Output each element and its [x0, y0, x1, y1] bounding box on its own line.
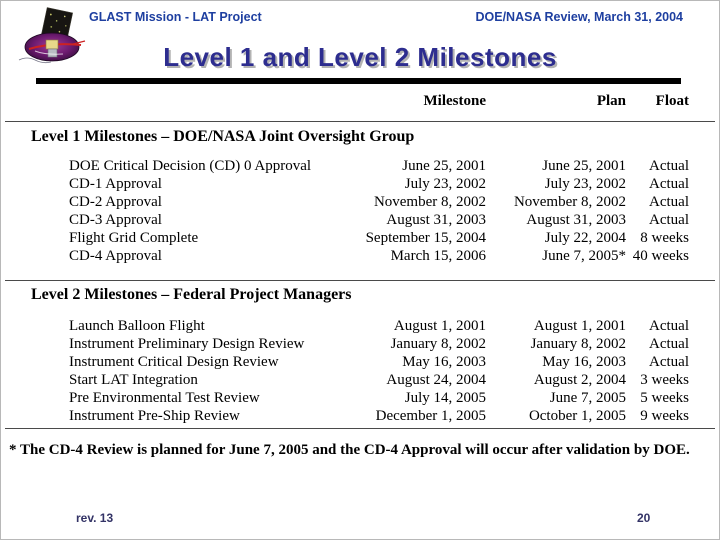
plan-date: June 7, 2005: [549, 390, 626, 406]
table-row: [1, 336, 720, 354]
level2-rows: [1, 318, 720, 426]
column-header-milestone: Milestone: [423, 93, 486, 109]
milestone-date: July 23, 2002: [404, 176, 486, 192]
milestone-date: September 15, 2004: [365, 230, 486, 246]
table-row: [1, 248, 720, 266]
milestone-name: DOE Critical Decision (CD) 0 Approval: [69, 158, 312, 174]
milestone-name: CD-2 Approval: [69, 194, 162, 210]
milestone-name: Start LAT Integration: [69, 372, 198, 388]
milestone-name: CD-4 Approval: [69, 248, 162, 264]
float-value: Actual: [649, 194, 689, 210]
milestone-name: Launch Balloon Flight: [69, 318, 205, 334]
plan-date: October 1, 2005: [528, 408, 626, 424]
table-column-headers: [1, 93, 720, 111]
milestone-name: CD-1 Approval: [69, 176, 162, 192]
plan-date: May 16, 2003: [542, 354, 626, 370]
milestone-date: March 15, 2006: [390, 248, 486, 264]
review-date: DOE/NASA Review, March 31, 2004: [475, 10, 683, 24]
table-row: [1, 318, 720, 336]
milestone-date: January 8, 2002: [390, 336, 486, 352]
float-value: 3 weeks: [640, 372, 689, 388]
column-header-float: Float: [655, 93, 689, 109]
column-header-plan: Plan: [596, 93, 626, 109]
float-value: Actual: [649, 336, 689, 352]
milestone-name: Pre Environmental Test Review: [69, 390, 260, 406]
float-value: 40 weeks: [632, 248, 689, 264]
milestone-date: June 25, 2001: [402, 158, 486, 174]
level1-rows: [1, 158, 720, 266]
title-divider: [36, 78, 681, 84]
plan-date: July 22, 2004: [544, 230, 626, 246]
table-bottom-divider: [5, 428, 715, 429]
table-row: [1, 408, 720, 426]
section-divider: [5, 121, 715, 122]
float-value: Actual: [649, 354, 689, 370]
plan-date: January 8, 2002: [530, 336, 626, 352]
milestone-date: August 1, 2001: [393, 318, 486, 334]
table-row: [1, 158, 720, 176]
revision-label: rev. 13: [76, 511, 114, 525]
milestone-date: May 16, 2003: [402, 354, 486, 370]
float-value: Actual: [649, 212, 689, 228]
milestone-date: December 1, 2005: [375, 408, 486, 424]
milestone-name: Instrument Preliminary Design Review: [69, 336, 305, 352]
plan-date: August 1, 2001: [533, 318, 626, 334]
project-name: GLAST Mission - LAT Project: [89, 10, 262, 24]
plan-date: June 25, 2001: [542, 158, 626, 174]
page-number: 20: [637, 511, 651, 525]
plan-date: August 31, 2003: [526, 212, 626, 228]
section-divider: [5, 280, 715, 281]
table-row: [1, 212, 720, 230]
milestone-name: Instrument Pre-Ship Review: [69, 408, 240, 424]
page-title: Level 1 and Level 2 Milestones: [163, 42, 557, 72]
table-row: [1, 176, 720, 194]
milestone-name: Flight Grid Complete: [69, 230, 199, 246]
float-value: 9 weeks: [640, 408, 689, 424]
milestone-date: August 31, 2003: [386, 212, 486, 228]
section-heading-level1: Level 1 Milestones – DOE/NASA Joint Oversight Group: [31, 128, 415, 145]
plan-date: June 7, 2005*: [542, 248, 626, 264]
milestone-date: November 8, 2002: [373, 194, 486, 210]
float-value: 8 weeks: [640, 230, 689, 246]
milestone-name: Instrument Critical Design Review: [69, 354, 279, 370]
float-value: Actual: [649, 158, 689, 174]
table-row: [1, 354, 720, 372]
table-row: [1, 372, 720, 390]
float-value: Actual: [649, 176, 689, 192]
table-row: [1, 194, 720, 212]
milestone-name: CD-3 Approval: [69, 212, 162, 228]
float-value: Actual: [649, 318, 689, 334]
plan-date: November 8, 2002: [513, 194, 626, 210]
milestone-date: July 14, 2005: [404, 390, 486, 406]
milestone-date: August 24, 2004: [386, 372, 486, 388]
footnote: * The CD-4 Review is planned for June 7, 2005 and the CD-4 Approval will occur after validation by DOE.: [9, 442, 690, 458]
section-heading-level2: Level 2 Milestones – Federal Project Managers: [31, 286, 352, 303]
plan-date: August 2, 2004: [533, 372, 626, 388]
table-row: [1, 230, 720, 248]
table-row: [1, 390, 720, 408]
float-value: 5 weeks: [640, 390, 689, 406]
plan-date: July 23, 2002: [544, 176, 626, 192]
